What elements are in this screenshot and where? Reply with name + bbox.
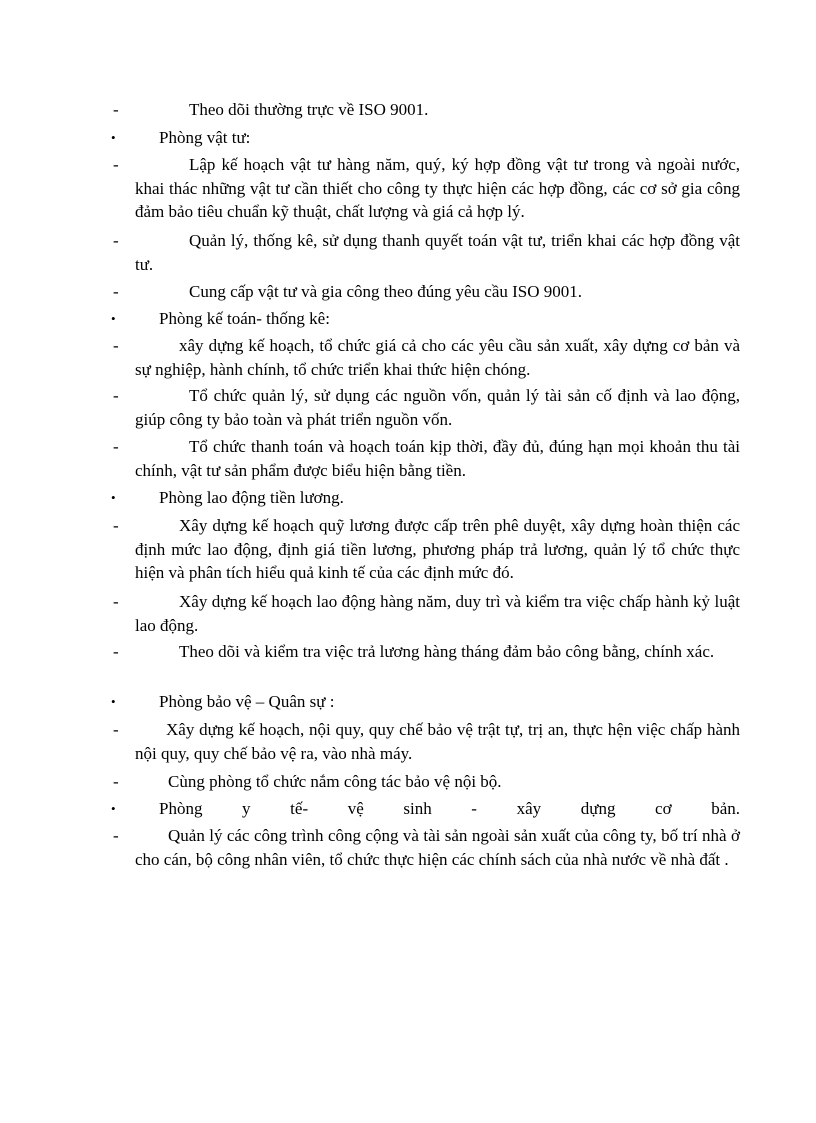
dash-marker: - bbox=[113, 231, 119, 250]
paragraph-text: Quản lý, thống kê, sử dụng thanh quyết toán vật tư, triển khai các hợp đồng vật tư. bbox=[135, 231, 740, 274]
bullet-marker: • bbox=[111, 694, 116, 709]
paragraph-text: Xây dựng kế hoạch quỹ lương được cấp trên phê duyệt, xây dựng hoàn thiện các định mức lao động, định giá tiền lương, phương pháp trả lương, quản lý tổ chức thực hiện và phân tích hiểu quả kinh tế của các định mức đó. bbox=[135, 516, 740, 583]
paragraph-text: Xây dựng kế hoạch, nội quy, quy chế bảo vệ trật tự, trị an, thực hện việc chấp hành nội quy, quy chế bảo vệ ra, vào nhà máy. bbox=[135, 720, 740, 763]
dash-marker: - bbox=[113, 386, 119, 405]
dash-marker: - bbox=[113, 336, 119, 355]
bullet-marker: • bbox=[111, 311, 116, 326]
dash-marker: - bbox=[113, 437, 119, 456]
paragraph-text: xây dựng kế hoạch, tổ chức giá cả cho các yêu cầu sản xuất, xây dựng cơ bản và sự nghiệp, hành chính, tổ chức triển khai thức hiện chóng. bbox=[135, 336, 740, 379]
dash-marker: - bbox=[113, 155, 119, 174]
bullet-marker: • bbox=[111, 130, 116, 145]
paragraph-text: Cung cấp vật tư và gia công theo đúng yêu cầu ISO 9001. bbox=[189, 282, 583, 301]
paragraph-text: Theo dõi và kiểm tra việc trả lương hàng tháng đảm bảo công bằng, chính xác. bbox=[179, 642, 715, 661]
section-title: Phòng vật tư: bbox=[159, 128, 251, 147]
dash-marker: - bbox=[113, 772, 119, 791]
bullet-marker: • bbox=[111, 801, 116, 816]
section-title: Phòng bảo vệ – Quân sự : bbox=[159, 692, 335, 711]
paragraph-text: Cùng phòng tổ chức nắm công tác bảo vệ nội bộ. bbox=[168, 772, 502, 791]
section-title: Phòng lao động tiền lương. bbox=[159, 488, 344, 507]
bullet-marker: • bbox=[111, 490, 116, 505]
dash-marker: - bbox=[113, 100, 119, 119]
paragraph-text: Tổ chức quản lý, sử dụng các nguồn vốn, quản lý tài sản cố định và lao động, giúp công ty bảo toàn và phát triển nguồn vốn. bbox=[135, 386, 740, 429]
section-title: Phòng kế toán- thống kê: bbox=[159, 309, 330, 328]
paragraph-text: Xây dựng kế hoạch lao động hàng năm, duy trì và kiểm tra việc chấp hành kỷ luật lao động. bbox=[135, 592, 740, 635]
dash-marker: - bbox=[113, 282, 119, 301]
dash-marker: - bbox=[113, 642, 119, 661]
dash-marker: - bbox=[113, 592, 119, 611]
dash-marker: - bbox=[113, 720, 119, 739]
dash-marker: - bbox=[113, 826, 119, 845]
paragraph-text: Quản lý các công trình công cộng và tài sản ngoài sản xuất của công ty, bố trí nhà ở cho cán, bộ công nhân viên, tổ chức thực hiện các chính sách của nhà nước về nhà đất . bbox=[135, 826, 740, 869]
paragraph-text: Tổ chức thanh toán và hoạch toán kịp thời, đầy đủ, đúng hạn mọi khoản thu tài chính, vật tư sản phẩm được biểu hiện bằng tiền. bbox=[135, 437, 740, 480]
paragraph-text: Lập kế hoạch vật tư hàng năm, quý, ký hợp đồng vật tư trong và ngoài nước, khai thác những vật tư cần thiết cho công ty thực hiện các hợp đồng, các cơ sở gia công đảm bảo tiêu chuẩn kỹ thuật, chất lượng và giá cả hợp lý. bbox=[135, 155, 740, 222]
dash-marker: - bbox=[113, 516, 119, 535]
section-title: Phòng y tế- vệ sinh - xây dựng cơ bản. bbox=[159, 799, 740, 818]
paragraph-text: Theo dõi thường trực về ISO 9001. bbox=[189, 100, 429, 119]
